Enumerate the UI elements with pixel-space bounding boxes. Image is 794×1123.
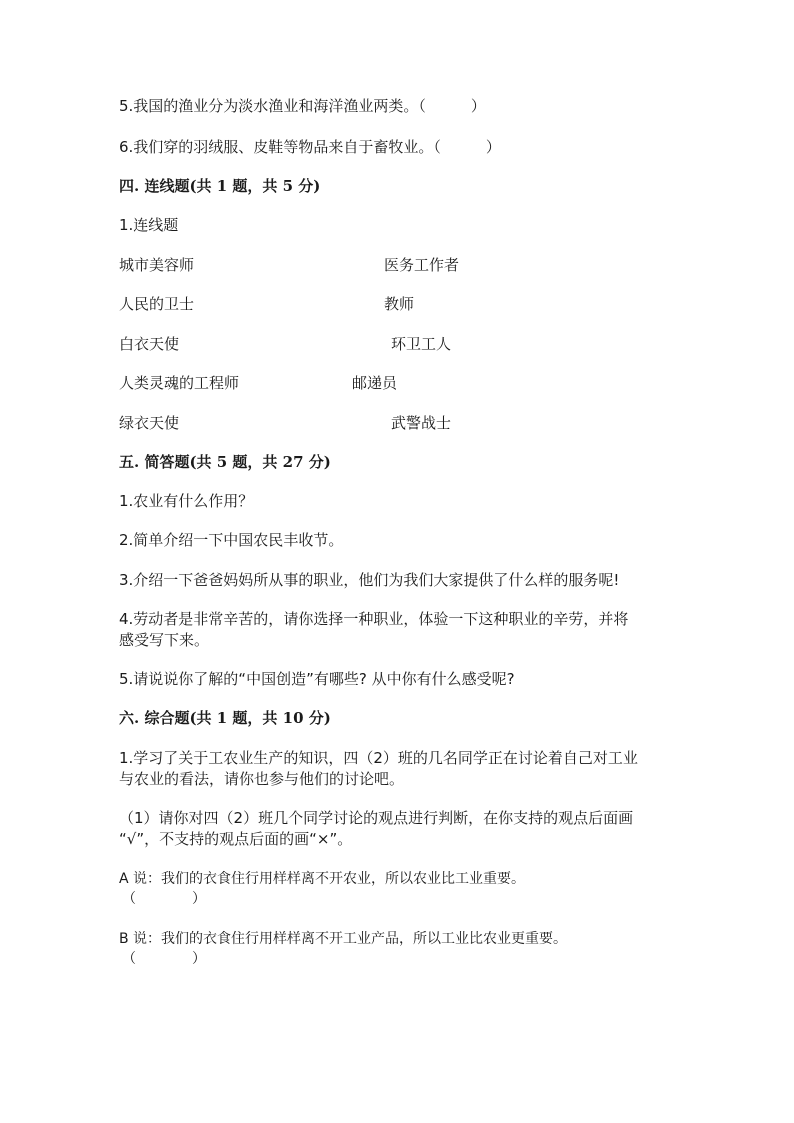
section-6-title: 六. 综合题(共 1 题，共 10 分) <box>119 709 331 727</box>
matching-left-item: 城市美容师 <box>119 256 195 274</box>
matching-question-1: 1.连线题 <box>119 216 179 234</box>
short-answer-question-4-line-1: 4.劳动者是非常辛苦的，请你选择一种职业，体验一下这种职业的辛劳，并将 <box>119 610 629 628</box>
section-4-title: 四. 连线题(共 1 题，共 5 分) <box>119 177 321 195</box>
matching-right-item: 医务工作者 <box>384 256 460 274</box>
judgment-question-5: 5.我国的渔业分为淡水渔业和海洋渔业两类。（ ） <box>119 97 486 115</box>
matching-left-item: 人民的卫士 <box>119 295 195 313</box>
matching-right-item: 邮递员 <box>352 374 398 392</box>
short-answer-question-5: 5.请说说你了解的“中国创造”有哪些? 从中你有什么感受呢? <box>119 670 515 688</box>
section-5-title: 五. 简答题(共 5 题，共 27 分) <box>119 453 331 471</box>
matching-right-item: 教师 <box>384 295 415 313</box>
short-answer-question-1: 1.农业有什么作用？ <box>119 492 254 510</box>
judgment-question-6: 6.我们穿的羽绒服、皮鞋等物品来自于畜牧业。（ ） <box>119 138 501 156</box>
short-answer-question-4-line-2: 感受写下来。 <box>119 631 210 649</box>
statement-b: B 说：我们的衣食住行用样样离不开工业产品，所以工业比农业更重要。 <box>119 931 568 947</box>
matching-left-item: 白衣天使 <box>119 335 180 353</box>
sub-question-1-line-2: “√”，不支持的观点后面的画“×”。 <box>119 830 353 848</box>
sub-question-1-line-1: （1）请你对四（2）班几个同学讨论的观点进行判断，在你支持的观点后面画 <box>119 809 634 827</box>
comprehensive-question-1-line-1: 1.学习了关于工农业生产的知识，四（2）班的几名同学正在讨论着自己对工业 <box>119 749 638 767</box>
statement-b-answer-blank: （ ） <box>122 951 206 967</box>
short-answer-question-3: 3.介绍一下爸爸妈妈所从事的职业，他们为我们大家提供了什么样的服务呢! <box>119 571 620 589</box>
matching-left-item: 人类灵魂的工程师 <box>119 374 240 392</box>
short-answer-question-2: 2.简单介绍一下中国农民丰收节。 <box>119 531 344 549</box>
matching-right-item: 武警战士 <box>391 414 452 432</box>
statement-a: A 说：我们的衣食住行用样样离不开农业，所以农业比工业重要。 <box>119 871 526 887</box>
matching-right-item: 环卫工人 <box>391 335 452 353</box>
statement-a-answer-blank: （ ） <box>122 891 206 907</box>
matching-left-item: 绿衣天使 <box>119 414 180 432</box>
comprehensive-question-1-line-2: 与农业的看法，请你也参与他们的讨论吧。 <box>119 770 405 788</box>
